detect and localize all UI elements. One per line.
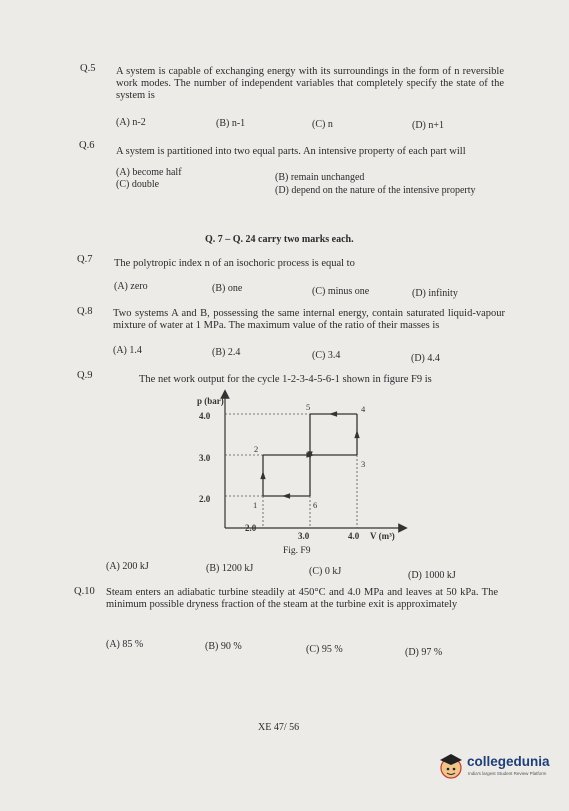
option-a: (A) 85 % bbox=[106, 639, 144, 650]
question-text: A system is partitioned into two equal parts. An intensive property of each part will bbox=[116, 146, 466, 157]
x-tick-label: 3.0 bbox=[298, 531, 310, 541]
direction-arrow bbox=[329, 411, 337, 416]
option-a: (A) zero bbox=[114, 281, 148, 292]
question-text: The polytropic index n of an isochoric process is equal to bbox=[114, 258, 355, 269]
y-tick-label: 4.0 bbox=[199, 411, 211, 421]
option-d: (D) 1000 kJ bbox=[408, 570, 456, 581]
direction-arrow bbox=[282, 493, 290, 498]
option-b: (B) 2.4 bbox=[212, 347, 241, 358]
point-label: 3 bbox=[361, 459, 366, 469]
graduate-cap-icon bbox=[437, 750, 465, 780]
option-d: (D) infinity bbox=[412, 288, 458, 299]
x-tick-label: 4.0 bbox=[348, 531, 360, 541]
option-a: (A) 200 kJ bbox=[106, 561, 149, 572]
option-a: (A) become half bbox=[116, 167, 182, 178]
y-tick-label: 3.0 bbox=[199, 453, 211, 463]
option-b: (B) one bbox=[212, 283, 243, 294]
question-number: Q.5 bbox=[80, 63, 96, 74]
direction-arrow bbox=[260, 471, 265, 479]
question-text: A system is capable of exchanging energy with its surroundings in the form of n reversible work modes. The number of independent variables that completely specify the state of the system is bbox=[116, 66, 504, 101]
option-d: (D) n+1 bbox=[412, 120, 445, 131]
option-c: (C) 95 % bbox=[306, 644, 343, 655]
option-d: (D) 97 % bbox=[405, 647, 443, 658]
point-label: 4 bbox=[361, 404, 366, 414]
option-c: (C) minus one bbox=[312, 286, 370, 297]
cycle-layer bbox=[225, 402, 366, 528]
option-b: (B) n-1 bbox=[216, 118, 246, 129]
option-a: (A) n-2 bbox=[116, 117, 146, 128]
question-number: Q.8 bbox=[77, 306, 93, 317]
x-tick-label: 2.0 bbox=[245, 523, 257, 533]
figure-caption: Fig. F9 bbox=[283, 546, 311, 556]
option-c: (C) 0 kJ bbox=[309, 566, 342, 577]
direction-arrow bbox=[354, 430, 359, 438]
question-number: Q.9 bbox=[77, 370, 93, 381]
question-number: Q.10 bbox=[74, 586, 95, 597]
option-b: (B) 1200 kJ bbox=[206, 563, 254, 574]
y-tick-label: 2.0 bbox=[199, 494, 211, 504]
point-label: 6 bbox=[313, 500, 318, 510]
question-number: Q.7 bbox=[77, 254, 93, 265]
y-axis-label: p (bar) bbox=[197, 396, 224, 406]
option-d: (D) 4.4 bbox=[411, 353, 440, 364]
option-c: (C) double bbox=[116, 179, 160, 190]
point-label: 2 bbox=[254, 444, 259, 454]
question-text: Steam enters an adiabatic turbine steadily at 450°C and 4.0 MPa and leaves at 50 kPa. The minimum possible dryness fraction of the steam at the turbine exit is approximately bbox=[106, 587, 498, 610]
page-number: XE 47/ 56 bbox=[258, 722, 300, 733]
question-text: Two systems A and B, possessing the same internal energy, contain saturated liquid-vapour mixture of water at 1 MPa. The maximum value of the ratio of their masses is bbox=[113, 308, 505, 331]
point-label: 5 bbox=[306, 402, 311, 412]
section-heading: Q. 7 – Q. 24 carry two marks each. bbox=[205, 234, 354, 245]
option-b: (B) 90 % bbox=[205, 641, 242, 652]
option-d: (D) depend on the nature of the intensive property bbox=[275, 185, 476, 196]
question-number: Q.6 bbox=[79, 140, 95, 151]
collegedunia-logo bbox=[437, 748, 562, 784]
pv-diagram bbox=[195, 388, 420, 558]
option-b: (B) remain unchanged bbox=[275, 172, 365, 183]
option-c: (C) 3.4 bbox=[312, 350, 341, 361]
logo-tagline: India's largest Student Review Platform bbox=[468, 771, 547, 776]
x-axis-label: V (m³) bbox=[370, 531, 395, 541]
option-a: (A) 1.4 bbox=[113, 345, 142, 356]
logo-name: collegedunia bbox=[467, 754, 550, 769]
option-c: (C) n bbox=[312, 119, 333, 130]
question-text: The net work output for the cycle 1-2-3-4-5-6-1 shown in figure F9 is bbox=[139, 374, 432, 385]
point-label: 1 bbox=[253, 500, 258, 510]
